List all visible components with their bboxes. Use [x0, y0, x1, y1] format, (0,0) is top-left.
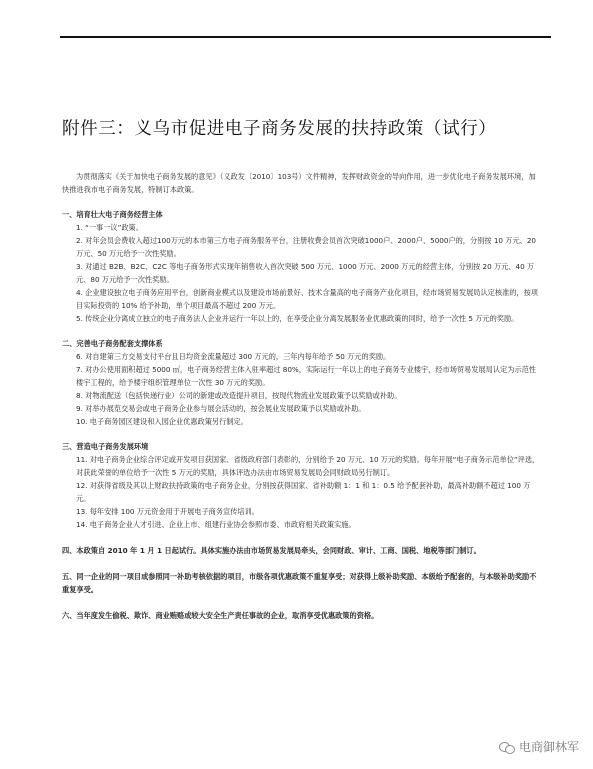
section-3: [62, 440, 540, 531]
intro-paragraph: 为贯彻落实《关于加快电子商务发展的意见》（义政发〔2010〕103号）文件精神，发挥财政资金的导向作用，进一步优化电子商务发展环境，加快推进我市电子商务发展，特制订本政策。: [62, 172, 536, 194]
policy-item: 4. 企业建设独立电子商务应用平台，创新商业模式以及建设市场前景好、技术含量高的电子商务产业化项目，经市场贸易发展局认定核准的，按项目实际投资的 10% 给予补助，单个项目最高不超过 200 万元。: [76, 288, 538, 310]
policy-item: 10. 电子商务园区建设和入园企业优惠政策另行制定。: [76, 417, 248, 426]
policy-item: 2. 对年会员会费收入超过100万元的本市第三方电子商务服务平台，注册收费会员首次突破1000户、2000户、5000户的，分别按 10 万元、20 万元、50 万元给予一次性奖励。: [76, 236, 536, 258]
policy-item: 8. 对物流配送（包括快递行业）公司的新建或改造提升项目，按现代物流业发展政策予以奖励或补助。: [76, 391, 402, 400]
policy-item: 14. 电子商务企业人才引进、企业上市、组建行业协会参照市委、市政府相关政策实施。: [76, 520, 356, 529]
policy-item: 11. 对电子商务企业综合评定或开发项目获国家、省级政府部门表彰的，分别给予 20 万元、10 万元的奖励。每年开展“电子商务示范单位”评选，对获此荣誉的单位给予一次性 5 万元的奖励，具体评选办法由市场贸易发展局会同财政局另行制订。: [76, 455, 540, 477]
watermark-text: 电商御林军: [518, 740, 579, 754]
wechat-icon: [499, 741, 515, 753]
policy-item: 12. 对获得省级及其以上财政扶持政策的电子商务企业，分别按获得国家、省补助额 1：1 和 1：0.5 给予配套补助，最高补助额不超过 100 万元。: [76, 481, 531, 503]
section-1: [62, 208, 540, 325]
section-2: [62, 337, 540, 428]
closing-clause: 四、本政策自 2010 年 1 月 1 日起试行。具体实施办法由市场贸易发展局牵头，会同财政、审计、工商、国税、地税等部门制订。: [62, 546, 481, 555]
policy-item: 3. 对通过 B2B、B2C、C2C 等电子商务形式实现年销售收入首次突破 500 万元、1000 万元、2000 万元的经营主体，分别按 20 万元、40 万元、80 万元给予一次性奖励。: [76, 262, 535, 284]
top-rule: [60, 36, 551, 38]
policy-item: 9. 对举办展览交易会或电子商务企业参与展会活动的，按会展业发展政策予以奖励或补助。: [76, 404, 366, 413]
document-body: [62, 170, 540, 622]
section-heading: 二、完善电子商务配套支撑体系: [62, 339, 163, 348]
closing-clause: 六、当年度发生偷税、欺诈、商业贿赂或较大安全生产责任事故的企业，取消享受优惠政策的资格。: [62, 611, 379, 620]
policy-item: 5. 传统企业分离成立独立的电子商务法人企业并运行一年以上的，在享受企业分离发展服务业优惠政策的同时，给予一次性 5 万元的奖励。: [76, 314, 519, 323]
watermark: [499, 738, 579, 755]
policy-item: 13. 每年安排 100 万元资金用于开展电子商务宣传培训。: [76, 507, 259, 516]
section-heading: 三、营造电子商务发展环境: [62, 442, 149, 451]
closing-clause: 五、同一企业的同一项目或参照同一补助考核依据的项目，市级各项优惠政策不重复享受；对获得上级补助奖励、本级给予配套的，与本级补助奖励不重复享受。: [62, 572, 537, 594]
document-title: 附件三：义乌市促进电子商务发展的扶持政策（试行）: [62, 119, 497, 139]
policy-item: 6. 对自建第三方交易支付平台且日均资金流量超过 300 万元的，三年内每年给予 50 万元的奖励。: [76, 352, 391, 361]
policy-item: 1. “一事一议”政策。: [76, 223, 143, 232]
section-heading: 一、培育壮大电子商务经营主体: [62, 210, 163, 219]
policy-item: 7. 对办公使用面积超过 5000 ㎡，电子商务经营主体入驻率超过 80%，实际运行一年以上的电子商务专业楼宇，经市场贸易发展局认定为示范性楼宇工程的，给予楼宇组织管理单位一次性 30 万元的奖励。: [76, 365, 536, 387]
